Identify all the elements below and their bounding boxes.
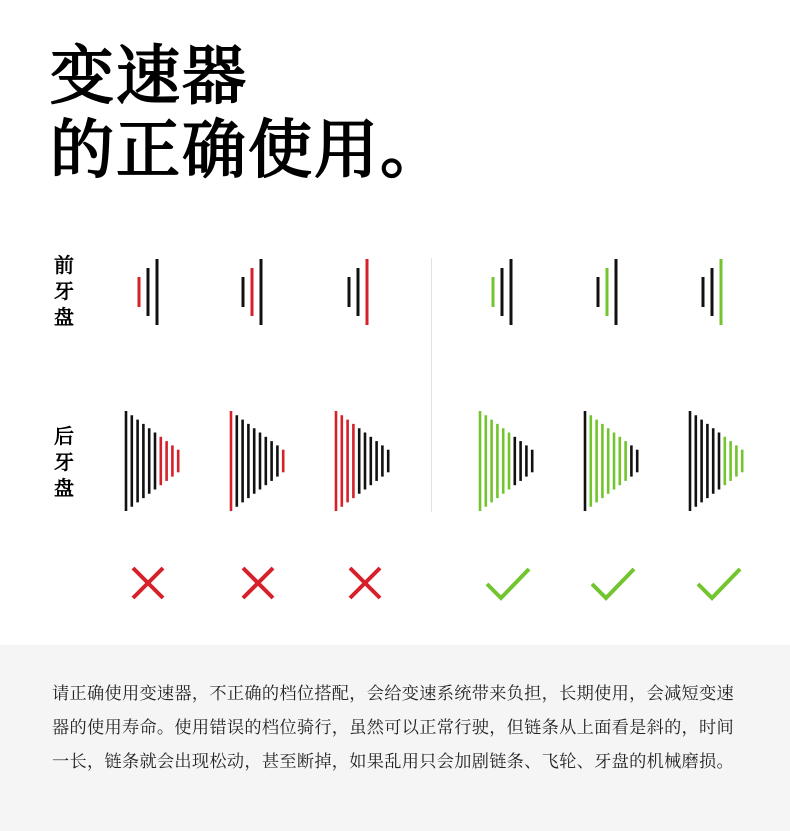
front-label-char: 牙 bbox=[54, 279, 74, 303]
correct-check-icon bbox=[487, 569, 529, 598]
front-label-char: 前 bbox=[54, 253, 74, 277]
description-text: 请正确使用变速器，不正确的档位搭配，会给变速系统带来负担，长期使用，会减短变速器的使用寿命。使用错误的档位骑行，虽然可以正常行驶，但链条从上面看是斜的，时间一长，链条就会出现松动，甚至断掉，如果乱用只会加剧链条、飞轮、牙盘的机械磨损。 bbox=[52, 684, 735, 772]
rear-label-char: 后 bbox=[54, 424, 74, 448]
correct-check-icon bbox=[592, 569, 634, 598]
rear-label-char: 盘 bbox=[54, 476, 74, 500]
rear-label-char: 牙 bbox=[54, 450, 74, 474]
front-label-char: 盘 bbox=[54, 305, 74, 329]
title-line-2: 的正确使用。 bbox=[50, 114, 446, 188]
correct-check-icon bbox=[698, 569, 740, 598]
title-line-1: 变速器 bbox=[50, 40, 248, 114]
